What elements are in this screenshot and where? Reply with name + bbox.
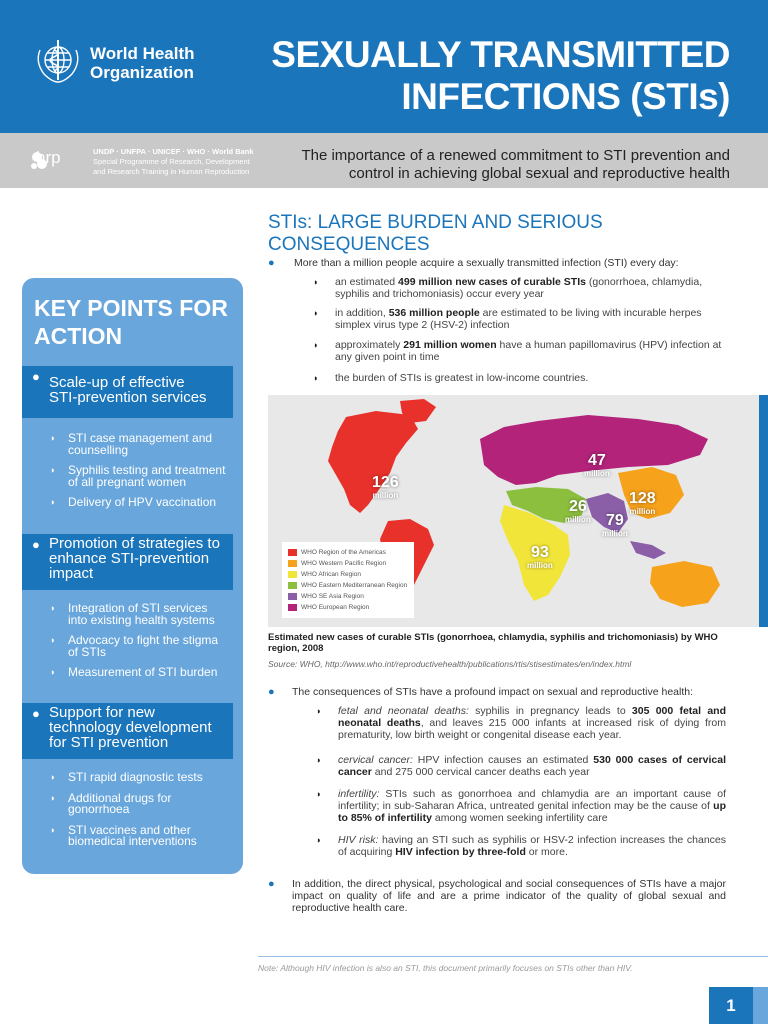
page-number-stripe — [753, 987, 768, 1024]
map-label-se-asia: 79 million — [602, 512, 628, 538]
map-label-western-pacific: 128 million — [629, 490, 656, 516]
who-emblem-icon — [32, 38, 84, 84]
sub-bullet: ◗ in addition, 536 million people are estimated to be living with incurable herpes simplex virus type 2 (HSV-2) infection — [313, 307, 702, 331]
map-region-australia — [650, 561, 720, 607]
arrow-bullet-icon: ◗ — [313, 277, 319, 287]
list-item: ◗ Integration of STI services into existing health systems — [50, 603, 228, 626]
hrp-logo-text: hrp — [36, 148, 61, 167]
bullet-icon: ● — [268, 686, 275, 698]
band-stripe — [233, 534, 243, 590]
arrow-bullet-icon: ◗ — [313, 308, 319, 318]
map-label-africa: 93 million — [527, 544, 553, 570]
bullet-icon: ● — [32, 369, 40, 384]
divider — [258, 956, 768, 957]
list-item: ◗ Additional drugs for gonorrhoea — [50, 793, 228, 816]
sub-bullet: ◗ infertility: STIs such as gonorrhoea and chlamydia are an important cause of infertility; in sub-Saharan Africa, untreated genital infection may be the cause of up to 85% of infertility among women seeking infertility care — [316, 788, 726, 824]
arrow-bullet-icon: ◗ — [313, 373, 319, 383]
list-item: ◗ Measurement of STI burden — [50, 667, 228, 679]
map-region-se-asia-islands — [630, 541, 666, 559]
bullet-icon: ● — [32, 537, 40, 552]
band-stripe — [233, 703, 243, 759]
bullet-paragraph: ● In addition, the direct physical, psychological and social consequences of STIs have a major impact on quality of life and are a prime indicator of the quality of global sexual and reproductive health care. — [268, 878, 726, 914]
legend-item: WHO African Region — [288, 569, 408, 580]
sub-bullet: ◗ cervical cancer: HPV infection causes an estimated 530 000 cases of cervical cancer and 275 000 cervical cancer deaths each year — [316, 754, 726, 778]
arrow-bullet-icon: ◗ — [316, 755, 322, 765]
document-subtitle: The importance of a renewed commitment to STI prevention and control in achieving global sexual and reproductive health — [301, 147, 730, 182]
legend-item: WHO Eastern Mediterranean Region — [288, 580, 408, 591]
map-label-east-med: 26 million — [565, 498, 591, 524]
band-stripe — [233, 366, 243, 418]
arrow-bullet-icon: ◗ — [316, 835, 322, 845]
list-item: ◗ Delivery of HPV vaccination — [50, 497, 228, 509]
map-label-europe: 47 million — [584, 452, 610, 478]
key-points-panel — [22, 278, 243, 874]
sub-bullet: ◗ an estimated 499 million new cases of curable STIs (gonorrhoea, chlamydia, syphilis and trichomoniasis) occur every year — [313, 276, 703, 300]
hrp-programme-text: UNDP · UNFPA · UNICEF · WHO · World Bank Special Programme of Research, Development and Research Training in Human Reproduction — [93, 147, 254, 176]
list-item: ◗ STI rapid diagnostic tests — [50, 772, 228, 784]
page-number: 1 — [709, 987, 753, 1024]
bullet-icon: ● — [32, 706, 40, 721]
legend-item: WHO Region of the Americas — [288, 547, 408, 558]
legend-item: WHO European Region — [288, 602, 408, 613]
footnote: Note: Although HIV infection is also an STI, this document primarily focuses on STIs other than HIV. — [258, 963, 633, 973]
arrow-bullet-icon: ◗ — [316, 706, 322, 716]
section-title: STIs: LARGE BURDEN AND SERIOUS CONSEQUENCES — [268, 212, 603, 255]
org-name: World Health Organization — [90, 44, 195, 82]
sub-bullet: ◗ the burden of STIs is greatest in low-income countries. — [313, 372, 589, 384]
arrow-bullet-icon: ◗ — [316, 789, 322, 799]
legend-item: WHO SE Asia Region — [288, 591, 408, 602]
key-point-list — [50, 603, 228, 688]
map-source: Source: WHO, http://www.who.int/reproductivehealth/publications/rtis/stisestimates/en/index.html — [268, 659, 632, 669]
bullet-paragraph: ● The consequences of STIs have a profound impact on sexual and reproductive health: — [268, 686, 693, 698]
sub-bullet: ◗ fetal and neonatal deaths: syphilis in pregnancy leads to 305 000 fetal and neonatal deaths, and leaves 215 000 infants at increased risk of dying from prematurity, low birth weight or congenital disease each year. — [316, 705, 726, 741]
arrow-bullet-icon: ◗ — [313, 340, 319, 350]
world-map-figure — [268, 395, 768, 627]
key-point-heading: ● Promotion of strategies to enhance STI-prevention impact — [22, 534, 243, 590]
map-label-americas: 126 million — [372, 474, 399, 500]
document-title: SEXUALLY TRANSMITTED INFECTIONS (STIs) — [271, 34, 730, 117]
key-points-title: KEY POINTS FOR ACTION — [34, 295, 228, 349]
key-point-heading: ● Scale-up of effective STI-prevention services — [22, 366, 243, 418]
bullet-icon: ● — [268, 878, 275, 890]
map-side-stripe — [759, 395, 768, 627]
bullet-paragraph: ● More than a million people acquire a sexually transmitted infection (STI) every day: — [268, 257, 679, 269]
bullet-icon: ● — [268, 257, 275, 269]
sub-bullet: ◗ approximately 291 million women have a human papillomavirus (HPV) infection at any given point in time — [313, 339, 722, 363]
key-point-list — [50, 433, 228, 518]
list-item: ◗ Advocacy to fight the stigma of STIs — [50, 635, 228, 658]
list-item: ◗ Syphilis testing and treatment of all pregnant women — [50, 465, 228, 488]
sub-bullet: ◗ HIV risk: having an STI such as syphilis or HSV-2 infection increases the chances of acquiring HIV infection by three-fold or more. — [316, 834, 727, 858]
map-legend — [282, 542, 414, 618]
list-item: ◗ STI case management and counselling — [50, 433, 228, 456]
key-point-list — [50, 772, 228, 857]
legend-item: WHO Western Pacific Region — [288, 558, 408, 569]
key-point-heading: ● Support for new technology development for STI prevention — [22, 703, 243, 759]
list-item: ◗ STI vaccines and other biomedical interventions — [50, 825, 228, 848]
map-caption: Estimated new cases of curable STIs (gonorrhoea, chlamydia, syphilis and trichomoniasis) by WHO region, 2008 — [268, 632, 718, 654]
